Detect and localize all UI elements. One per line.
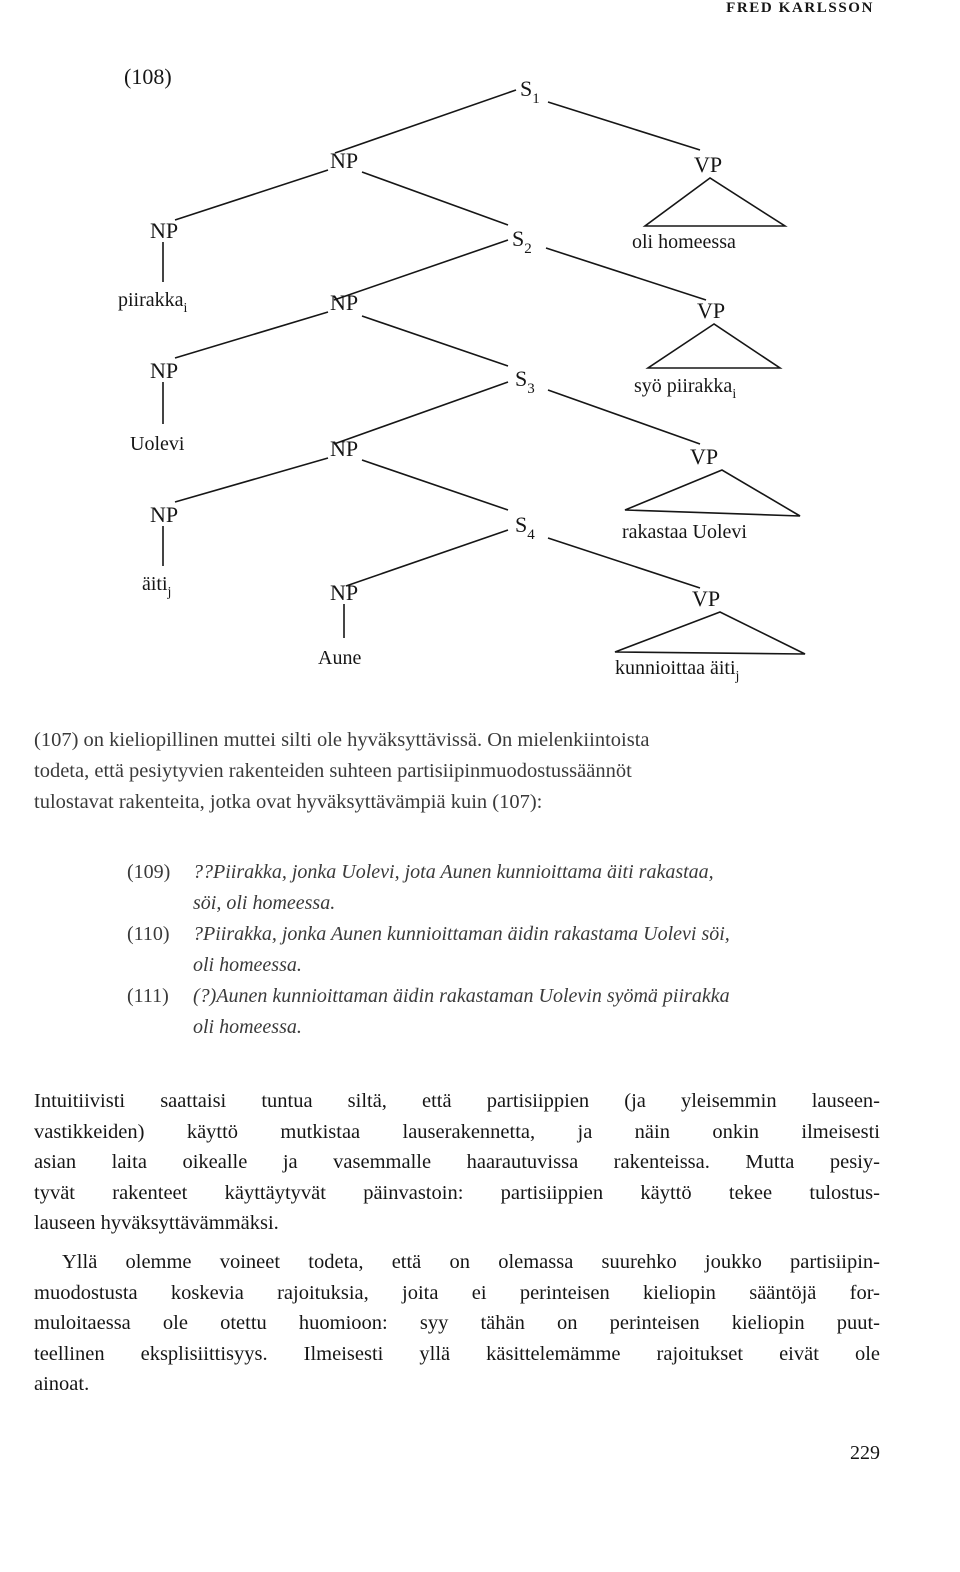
example-109	[127, 857, 887, 919]
branch-s1-vp	[548, 102, 700, 150]
node-vp2: VP	[697, 298, 726, 323]
example-number: (111)	[127, 985, 169, 1007]
branch-np-mid1-np	[175, 312, 328, 358]
branch-s2-np	[334, 240, 508, 300]
text-line: tulostavat rakenteita, jotka ovat hyväksyttävämpiä kuin (107):	[34, 791, 543, 813]
example-number: (110)	[127, 923, 170, 945]
node-np-top: NP	[330, 148, 359, 173]
paragraph-intro	[34, 725, 880, 818]
example-list	[127, 857, 887, 1043]
np-left2-terminal: Uolevi	[130, 433, 185, 455]
node-np-left1: NP	[150, 218, 179, 243]
branch-s1-np	[335, 90, 516, 153]
vp3-terminal: rakastaa Uolevi	[622, 521, 747, 543]
text-line: (107) on kieliopillinen muttei silti ole hyväksyttävissä. On mielenkiintoista	[34, 729, 650, 751]
vp1-terminal: oli homeessa	[632, 231, 736, 253]
example-number: (109)	[127, 861, 171, 883]
text-line: tyvät rakenteet käyttäytyvät päinvastoin: partisiippien käyttö tekee tulostus-	[34, 1181, 880, 1204]
node-np-mid1: NP	[330, 290, 359, 315]
branch-np-top-np	[175, 170, 328, 220]
syntax-tree-108	[0, 60, 960, 710]
triangle-vp2	[648, 324, 780, 368]
text-line: Yllä olemme voineet todeta, että on olemassa suurehko joukko partisiipin-	[62, 1251, 880, 1273]
node-np-mid2: NP	[330, 436, 359, 461]
np-mid3-terminal: Aune	[318, 647, 362, 669]
branch-np-mid1-s3	[362, 316, 508, 366]
running-header: FRED KARLSSON	[726, 0, 874, 16]
branch-np-mid2-s4	[362, 460, 508, 510]
page-number: 229	[850, 1442, 880, 1464]
example-111	[127, 981, 887, 1043]
vp2-terminal: syö piirakka$_i$	[634, 375, 737, 402]
node-vp4: VP	[692, 586, 721, 611]
node-s4: $S_4$	[515, 512, 535, 543]
node-np-left3: NP	[150, 502, 179, 527]
node-np-left2: NP	[150, 358, 179, 383]
branch-s2-vp	[546, 248, 706, 300]
branch-s4-vp	[548, 538, 700, 588]
branch-s3-vp	[548, 390, 700, 444]
node-np-mid3: NP	[330, 580, 359, 605]
branch-np-mid2-np	[175, 458, 328, 502]
text-line: teellinen eksplisiittisyys. Ilmeisesti yllä käsittelemämme rajoitukset eivät ole	[34, 1342, 880, 1365]
triangle-vp4	[615, 612, 805, 654]
node-vp3: VP	[690, 444, 719, 469]
paragraph-conclusion	[34, 1247, 880, 1400]
node-s2: $S_2$	[512, 226, 532, 257]
example-110	[127, 919, 887, 981]
branch-s4-np	[346, 530, 508, 586]
text-line: ainoat.	[34, 1373, 90, 1396]
branch-np-top-s2	[362, 172, 508, 225]
np-left3-terminal: äiti$_j$	[142, 573, 172, 600]
text-line: muodostusta koskevia rajoituksia, joita ei perinteisen kieliopin sääntöjä for-	[34, 1281, 880, 1304]
example-text: (?)Aunen kunnioittaman äidin rakastaman Uolevin syömä piirakka oli homeessa.	[193, 985, 730, 1038]
np-left1-terminal: piirakka$_i$	[118, 289, 188, 316]
text-line: vastikkeiden) käyttö mutkistaa lauserakennetta, ja näin onkin ilmeisesti	[34, 1120, 880, 1143]
example-text: ??Piirakka, jonka Uolevi, jota Aunen kunnioittama äiti rakastaa, söi, oli homeessa.	[193, 861, 714, 914]
triangle-vp1	[645, 178, 785, 226]
example-label-108: (108)	[124, 64, 172, 89]
text-line: todeta, että pesiytyvien rakenteiden suhteen partisiipinmuodostussäännöt	[34, 760, 632, 782]
node-s1: $S_1$	[520, 76, 540, 107]
text-line: Intuitiivisti saattaisi tuntua siltä, että partisiippien (ja yleisemmin lauseen-	[34, 1090, 880, 1112]
node-s3: $S_3$	[515, 366, 535, 397]
node-vp1: VP	[694, 152, 723, 177]
text-line: lauseen hyväksyttävämmäksi.	[34, 1212, 279, 1235]
text-line: asian laita oikealle ja vasemmalle haarautuvissa rakenteissa. Mutta pesiy-	[34, 1151, 880, 1174]
triangle-vp3	[625, 470, 800, 516]
example-text: ?Piirakka, jonka Aunen kunnioittaman äidin rakastama Uolevi söi, oli homeessa.	[193, 923, 730, 976]
branch-s3-np	[334, 382, 508, 444]
paragraph-intuition	[34, 1086, 880, 1239]
vp4-terminal: kunnioittaa äiti$_j$	[615, 657, 740, 684]
text-line: muloitaessa ole otettu huomioon: syy tähän on perinteisen kieliopin puut-	[34, 1312, 880, 1335]
